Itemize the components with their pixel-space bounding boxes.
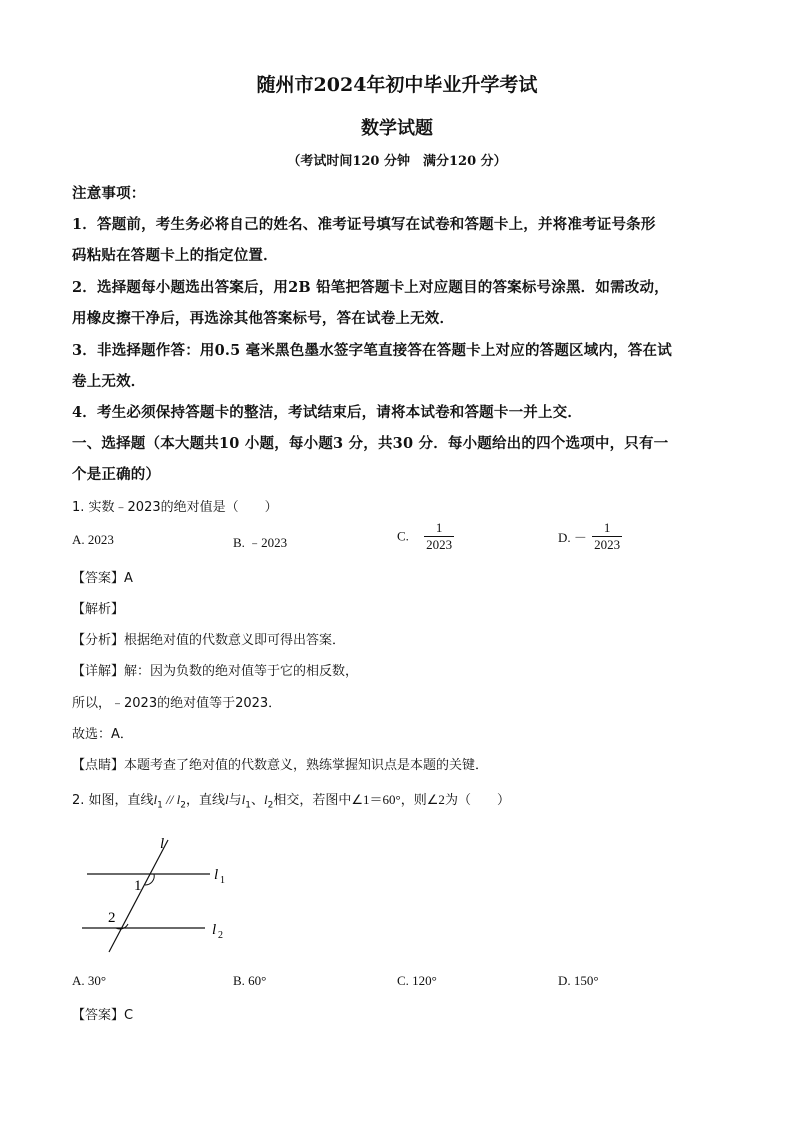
q1-xiangjie-tag: 【详解】 bbox=[72, 664, 125, 679]
q2-option-c: C. 120° bbox=[397, 973, 437, 988]
q1-dianjing-text: 本题考查了绝对值的代数意义，熟练掌握知识点是本题的关键． bbox=[124, 758, 489, 773]
q2-option-a: A. 30° bbox=[72, 973, 107, 988]
q2-figure-label-l2-sub: 2 bbox=[218, 930, 223, 941]
q2-stem-part-a: 2. 如图，直线 bbox=[72, 793, 154, 808]
q1-option-c-denominator: 2023 bbox=[426, 537, 453, 552]
q2-figure-label-l1-sub: 1 bbox=[220, 875, 225, 886]
q1-option-d-denominator: 2023 bbox=[594, 537, 621, 552]
notice-heading: 注意事项： bbox=[72, 185, 146, 202]
subject-title: 数学试题 bbox=[361, 118, 433, 139]
q2-figure-label-l: l bbox=[160, 836, 165, 852]
q2-figure-label-1: 1 bbox=[134, 878, 142, 894]
q2-stem-part-c: 与 bbox=[228, 793, 242, 808]
q2-figure-label-l2: l bbox=[212, 922, 217, 938]
q1-dianjing bbox=[72, 754, 488, 773]
section-heading-line-1: 一、选择题（本大题共10 小题，每小题3 分，共30 分．每小题给出的四个选项中，只有一 bbox=[72, 435, 669, 452]
q1-line-choose: 故选：A． bbox=[72, 727, 133, 742]
q1-option-d-fraction bbox=[592, 520, 622, 553]
q2-line-l2: l bbox=[176, 792, 181, 807]
notice-line-4: 用橡皮擦干净后，再选涂其他答案标号，答在试卷上无效． bbox=[72, 310, 455, 327]
q1-option-d-numerator: 1 bbox=[603, 520, 611, 535]
q2-option-b: B. 60° bbox=[233, 973, 267, 988]
q2-parallel-symbol: // bbox=[162, 792, 177, 807]
q1-option-a: A. 2023 bbox=[72, 532, 114, 547]
q2-line-l1: l bbox=[153, 792, 158, 807]
q1-option-d-label: D. － bbox=[558, 530, 587, 545]
q1-answer-tag: 【答案】 bbox=[72, 571, 125, 586]
q1-xiangjie-text: 解：因为负数的绝对值等于它的相反数， bbox=[124, 664, 359, 679]
q2-line-l1-ref-sub: 1 bbox=[245, 800, 252, 811]
q2-stem-part-f: ，则 bbox=[400, 793, 427, 808]
q2-answer bbox=[72, 1004, 133, 1023]
q2-option-d: D. 150° bbox=[558, 973, 599, 988]
q2-figure-line-l bbox=[109, 840, 168, 952]
q1-answer-value: A bbox=[124, 571, 133, 586]
q1-option-c bbox=[397, 520, 454, 553]
q2-line-l2-sub: 2 bbox=[180, 800, 186, 811]
q1-fenxi bbox=[72, 629, 345, 648]
q1-option-c-numerator: 1 bbox=[435, 520, 443, 535]
q1-fenxi-text: 根据绝对值的代数意义即可得出答案． bbox=[124, 633, 346, 648]
q1-line-so: 所以，﹣2023的绝对值等于2023． bbox=[72, 696, 282, 711]
notice-line-1: 1．答题前，考生务必将自己的姓名、准考证号填写在试卷和答题卡上，并将准考证号条形 bbox=[72, 216, 656, 233]
exam-title: 随州市2024年初中毕业升学考试 bbox=[256, 74, 538, 96]
q1-dianjing-tag: 【点睛】 bbox=[72, 758, 125, 773]
section-heading-line-2: 个是正确的） bbox=[72, 466, 161, 483]
q2-stem bbox=[72, 789, 510, 811]
notice-line-2: 码粘贴在答题卡上的指定位置． bbox=[72, 247, 278, 264]
q1-option-c-label: C. bbox=[397, 528, 409, 544]
q2-line-l: l bbox=[225, 792, 229, 807]
q1-option-c-fraction bbox=[424, 520, 454, 553]
q1-answer bbox=[72, 567, 133, 586]
q2-stem-part-d: 、 bbox=[251, 793, 265, 808]
q2-figure-label-2: 2 bbox=[108, 910, 116, 926]
q2-stem-part-g: 为（ ） bbox=[444, 793, 510, 808]
notice-line-6: 卷上无效． bbox=[72, 373, 146, 390]
q2-line-l1-sub: 1 bbox=[157, 800, 163, 811]
q2-line-l2-ref: l bbox=[264, 792, 268, 807]
q1-xiangjie bbox=[72, 660, 358, 679]
q1-option-b: B. ﹣2023 bbox=[233, 535, 288, 550]
q2-answer-tag: 【答案】 bbox=[72, 1008, 125, 1023]
notice-line-3: 2．选择题每小题选出答案后，用2B 铅笔把答题卡上对应题目的答案标号涂黑．如需改动， bbox=[72, 279, 669, 296]
q2-stem-part-e: 相交，若图中 bbox=[273, 793, 352, 808]
q2-answer-value: C bbox=[124, 1008, 134, 1023]
q2-figure bbox=[72, 830, 242, 960]
q1-fenxi-tag: 【分析】 bbox=[72, 633, 125, 648]
q2-angle-2: ∠2 bbox=[426, 792, 445, 807]
q1-stem: 1. 实数﹣2023的绝对值是（ ） bbox=[72, 500, 278, 515]
q2-line-l2-ref-sub: 2 bbox=[267, 800, 274, 811]
q2-angle-1: ∠1＝60° bbox=[351, 792, 401, 807]
q1-analysis-tag: 【解析】 bbox=[72, 602, 125, 617]
notice-line-7: 4．考生必须保持答题卡的整洁，考试结束后，请将本试卷和答题卡一并上交． bbox=[72, 404, 583, 421]
exam-meta: （考试时间120 分钟 满分120 分） bbox=[287, 154, 507, 169]
q2-figure-label-l1: l bbox=[214, 867, 219, 883]
q2-stem-part-b: ，直线 bbox=[186, 793, 226, 808]
q1-option-d bbox=[558, 520, 622, 553]
notice-line-5: 3．非选择题作答：用0.5 毫米黑色墨水签字笔直接答在答题卡上对应的答题区域内，答在试 bbox=[72, 342, 672, 359]
q2-line-l1-ref: l bbox=[241, 792, 246, 807]
